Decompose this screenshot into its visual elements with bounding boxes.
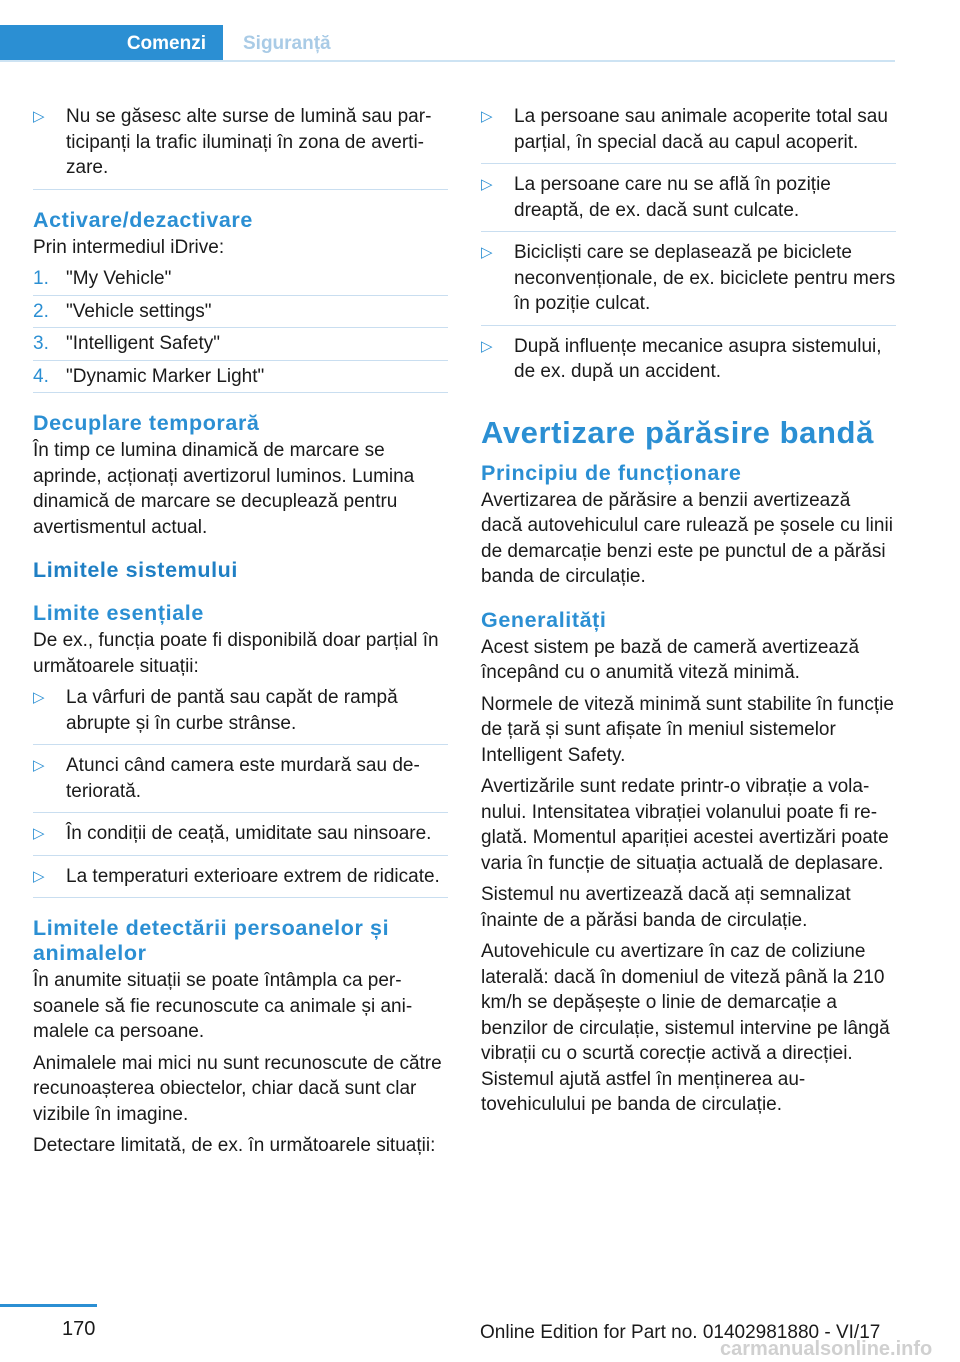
general-paragraph-5: Autovehicule cu avertizare în caz de coliziune laterală: dacă în domeniul de viteză până la 210 km/h se depășește o linie de demarcație a benzilor de circulație, sistemul intervine pe lângă vibrații cu o scurtă corecție activă a direcției. Sistemul ajută astfel în menținerea autovehiculului pe banda de circulație. (481, 941, 890, 1115)
edition-footer: Online Edition for Part no. 01402981880 - VI/17 (480, 1322, 881, 1343)
right-column (481, 104, 896, 1124)
detection-bullet-list (481, 104, 896, 393)
tab-siguranta[interactable]: Siguranță (243, 32, 331, 54)
bullet-text: La persoane care nu se află în poziție dreaptă, de ex. dacă sunt culcate. (514, 174, 831, 221)
lane-departure-title: Avertizare părăsire bandă (481, 414, 874, 450)
tab-comenzi[interactable]: Comenzi (0, 25, 223, 62)
triangle-bullet-icon: ▷ (33, 867, 45, 885)
step-number: 4. (33, 365, 49, 387)
triangle-bullet-icon: ▷ (33, 689, 45, 706)
step-text: "Vehicle settings" (66, 300, 212, 322)
list-item (481, 334, 896, 393)
step-text: "Intelligent Safety" (66, 333, 220, 354)
triangle-bullet-icon: ▷ (481, 176, 493, 193)
general-paragraph-2: Normele de viteză minimă sunt stabilite în funcție de țară și sunt afișate în meniul sistemelor Intelligent Safety. (481, 693, 894, 766)
general-paragraph-1: Acest sistem pe bază de cameră avertizează începând cu o anumită viteză minimă. (481, 636, 860, 683)
bullet-text: La temperaturi exterioare extrem de ridicate. (66, 865, 440, 887)
top-bullet-list (33, 104, 448, 190)
essential-heading: Limite esențiale (33, 601, 204, 625)
bullet-text: Atunci când camera este murdară sau deteriorată. (66, 755, 420, 802)
list-item (33, 364, 448, 394)
list-item (481, 104, 896, 164)
bullet-text: Bicicliști care se deplasează pe biciclete neconvenționale, de ex. biciclete pentru mers în poziție culcat. (514, 242, 896, 314)
detection-paragraph-2: Animalele mai mici nu sunt recunoscute de către recunoașterea obiectelor, chiar dacă sunt clar vizibile în imagine. (33, 1052, 442, 1125)
detection-paragraph-3: Detectare limitată, de ex. în următoarele situații: (33, 1135, 436, 1156)
bullet-text: Nu se găsesc alte surse de lumină sau participanți la trafic iluminați în zona de avertizare. (66, 106, 432, 178)
page-number: 170 (62, 1318, 96, 1340)
general-paragraph-3: Avertizările sunt redate printr-o vibrație a volanului. Intensitatea vibrației volanului poate fi reglată. Momentul apariției acestei avertizări poate varia în funcție de situația actuală de deplasare. (481, 776, 889, 874)
triangle-bullet-icon: ▷ (33, 757, 45, 774)
list-item (481, 240, 896, 326)
list-item (33, 299, 448, 329)
step-number: 3. (33, 333, 49, 354)
step-number: 1. (33, 268, 49, 289)
activation-intro: Prin intermediul iDrive: (33, 236, 225, 258)
bullet-text: La vârfuri de pantă sau capăt de rampă abrupte și în curbe strânse. (66, 687, 398, 734)
general-paragraph-4: Sistemul nu avertizează dacă ați semnalizat înainte de a părăsi banda de circulație. (481, 884, 851, 931)
temporary-text: În timp ce lumina dinamică de marcare se aprinde, acționați avertizorul luminos. Lumina dinamică de marcare se decuplează pentru avertismentul actual. (33, 440, 415, 538)
temporary-heading: Decuplare temporară (33, 411, 260, 435)
limits-heading: Limitele sistemului (33, 558, 238, 582)
principle-heading: Principiu de funcționare (481, 460, 742, 485)
list-item (33, 821, 448, 856)
left-column (33, 104, 448, 1165)
essential-bullet-list (33, 685, 448, 898)
triangle-bullet-icon: ▷ (33, 108, 45, 125)
header-tabs (0, 25, 895, 62)
step-text: "Dynamic Marker Light" (66, 365, 265, 387)
list-item (33, 266, 448, 296)
triangle-bullet-icon: ▷ (481, 108, 493, 125)
list-item (33, 104, 448, 190)
general-heading: Generalități (481, 607, 607, 632)
principle-text: Avertizarea de părăsire a benzii avertizează dacă autovehiculul care rulează pe șosele cu linii de demarcație benzi este pe punctul de a părăsi banda de circulație. (481, 489, 893, 587)
list-item (33, 753, 448, 813)
activation-steps (33, 266, 448, 393)
step-text: "My Vehicle" (66, 268, 172, 289)
triangle-bullet-icon: ▷ (481, 244, 493, 261)
list-item (481, 172, 896, 232)
detection-paragraph-1: În anumite situații se poate întâmpla ca persoanele să fie recunoscute ca animale și animalele ca persoane. (33, 970, 413, 1042)
list-item (33, 864, 448, 899)
bullet-text: După influențe mecanice asupra sistemului, de ex. după un accident. (514, 335, 882, 382)
page-number-rule (0, 1304, 97, 1307)
triangle-bullet-icon: ▷ (33, 825, 45, 842)
activation-heading: Activare/dezactivare (33, 207, 253, 232)
detection-heading: Limitele detectării persoanelor și animalelor (33, 916, 390, 965)
header-divider (0, 60, 895, 62)
bullet-text: La persoane sau animale acoperite total sau parțial, în special dacă au capul acoperit. (514, 106, 888, 153)
triangle-bullet-icon: ▷ (481, 337, 493, 355)
watermark: carmanualsonline.info (720, 1338, 933, 1360)
bullet-text: În condiții de ceață, umiditate sau ninsoare. (66, 823, 432, 844)
list-item (33, 331, 448, 361)
step-number: 2. (33, 300, 49, 322)
list-item (33, 685, 448, 745)
essential-text: De ex., funcția poate fi disponibilă doar parțial în următoarele situații: (33, 630, 439, 677)
